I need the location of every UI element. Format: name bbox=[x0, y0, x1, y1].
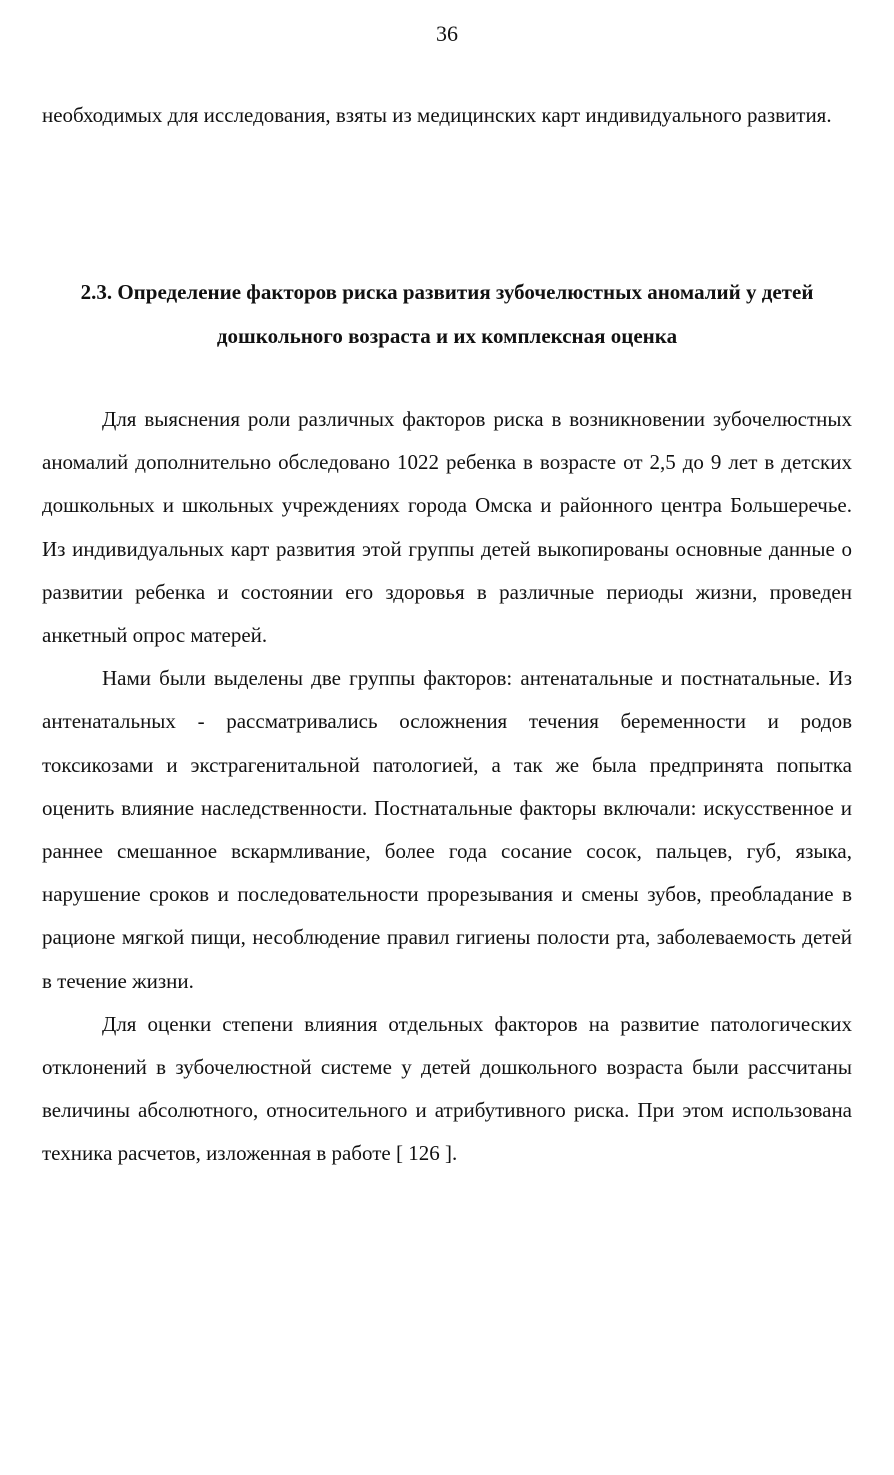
continuation-paragraph: необходимых для исследования, взяты из медицинских карт индивидуального развития. bbox=[42, 103, 832, 127]
page-number: 36 bbox=[436, 21, 458, 46]
paragraph-factor-groups: Нами были выделены две группы факторов: антенатальные и постнатальные. Из антенатальных - рассматривались осложнения течения беременности и родов токсикозами и экстрагенитальной патологией, а так же была предпринята попытка оценить влияние наследственности. Постнатальные факторы включали: искусственное и раннее смешанное вскармливание, более года сосание сосок, пальцев, губ, языка, нарушение сроков и последовательности прорезывания и смены зубов, преобладание в рационе мягкой пищи, несоблюдение правил гигиены полости рта, заболеваемость детей в течение жизни. bbox=[42, 666, 852, 993]
paragraph-risk-factors-study: Для выяснения роли различных факторов риска в возникновении зубочелюстных аномалий дополнительно обследовано 1022 ребенка в возрасте от 2,5 до 9 лет в детских дошкольных и школьных учреждениях города Омска и районного центра Большеречье. Из индивидуальных карт развития этой группы детей выкопированы основные данные о развитии ребенка и состоянии его здоровья в различные периоды жизни, проведен анкетный опрос матерей. bbox=[42, 407, 852, 648]
paragraph-risk-calculation: Для оценки степени влияния отдельных факторов на развитие патологических отклонений в зубочелюстной системе у детей дошкольного возраста были рассчитаны величины абсолютного, относительного и атрибутивного риска. При этом использована техника расчетов, изложенная в работе [ 126 ]. bbox=[42, 1011, 852, 1166]
body-text bbox=[42, 398, 852, 1176]
section-heading: 2.3. Определение факторов риска развития зубочелюстных аномалий у детей дошкольного возраста и их комплексная оценка bbox=[80, 280, 814, 348]
